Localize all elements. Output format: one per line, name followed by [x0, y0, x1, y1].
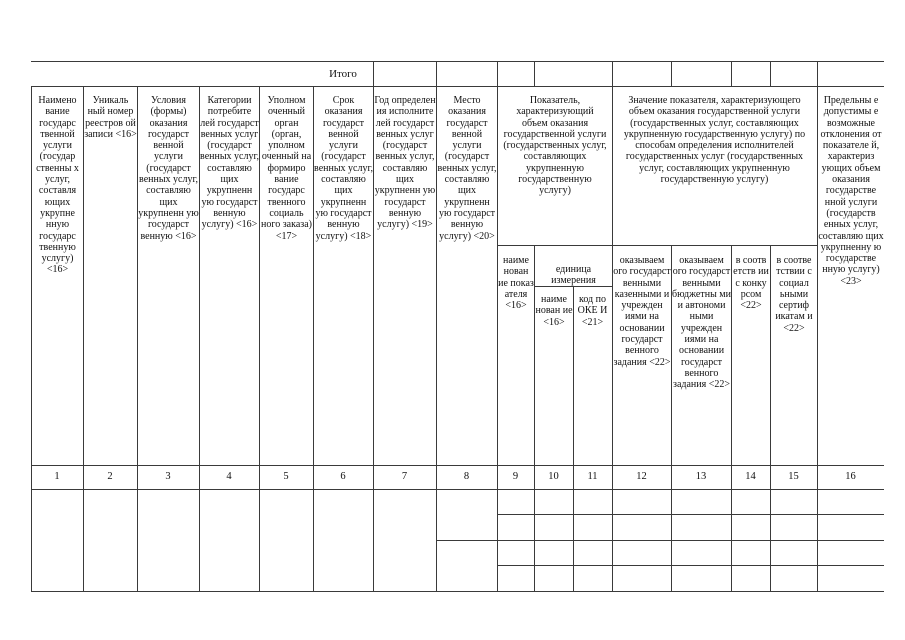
- column-number: 13: [695, 471, 707, 482]
- col-border: [770, 61, 771, 86]
- table-bottom-border: [31, 591, 884, 592]
- subheader-line-9-11: [497, 245, 612, 246]
- header-col-2: Уникаль ный номер реестров ой записи <16>: [84, 95, 137, 140]
- column-number: 5: [283, 471, 289, 482]
- header-unit-group: единица измерения: [551, 264, 596, 287]
- column-number: 2: [107, 471, 113, 482]
- column-number: 11: [587, 471, 598, 482]
- header-col-16: Предельны е допустимы е возможные отклонения от показателе й, характериз ующих объем оказания государстве нной услуги (государств енных услуг, составляю щих укрупненну ю государстве нную услугу) <23>: [818, 95, 884, 287]
- header-col-13: оказываем ого государст венными бюджетны ми и автономи ными учрежден иями на основании государст венного задания <22>: [672, 255, 731, 391]
- column-number: 10: [548, 471, 559, 482]
- column-number: 6: [340, 471, 346, 482]
- column-number: 9: [512, 471, 519, 482]
- column-number: 7: [401, 471, 408, 482]
- header-col-5: Уполном оченный орган (орган, уполном оченный на формиро вание государс твенного социаль ного заказа) <17>: [261, 95, 312, 242]
- header-group-12-15: Значение показателя, характеризующего объем оказания государственной услуги (государственных услуг, составляющих укрупненную государственную услугу) по способам определения исполнителей государственных услуг (государственных услуг, составляющих укрупненную государственную услугу): [623, 95, 806, 186]
- data-row-line-1: [497, 514, 884, 515]
- table-top-border: [31, 61, 884, 62]
- column-number: 16: [845, 471, 856, 482]
- data-row-line-3: [497, 565, 884, 566]
- header-col-10: наиме нован ие <16>: [535, 294, 573, 328]
- column-number: 1: [54, 471, 60, 482]
- number-row-bottom-border: [31, 489, 884, 490]
- col-border: [83, 86, 84, 591]
- col-border: [731, 61, 732, 86]
- col-border: [573, 286, 574, 591]
- header-col-3: Условия (формы) оказания государст венной услуги (государст венных услуг, составляю щих укрупненн ую государст венную <16>: [138, 95, 199, 242]
- total-row-bottom-border: [31, 86, 884, 87]
- column-number: 3: [165, 471, 171, 482]
- header-col-15: в соотве тствии с социал ьными сертиф икатам и <22>: [775, 255, 813, 334]
- header-col-14: в соотв етств ии с конку рсом <22>: [733, 255, 769, 312]
- header-bottom-border: [31, 465, 884, 466]
- column-number: 4: [226, 471, 232, 482]
- col-border: [612, 61, 613, 86]
- total-label: Итого: [329, 68, 357, 80]
- header-col-1: Наимено вание государс твенной услуги (государ ственны х услуг, составля ющих укрупне нную государс твенную услугу) <16>: [36, 95, 79, 276]
- col-border: [671, 61, 672, 86]
- column-number: 15: [788, 471, 799, 482]
- header-col-4: Категории потребите лей государст венных услуг (государст венных услуг, составляю щих укрупненн ую государст венную услугу) <16>: [200, 95, 259, 231]
- header-col-8: Место оказания государст венной услуги (государст венных услуг, составляю щих укрупненн ую государст венную услугу) <20>: [437, 95, 497, 242]
- column-number: 8: [463, 471, 470, 482]
- header-group-9-11: Показатель, характеризующий объем оказания государственной услуги (государственных услуг, составляющих укрупненную государственную услугу): [503, 95, 607, 197]
- header-col-12: оказываем ого государст венными казенными и учрежден иями на основании государст венного задания <22>: [613, 255, 671, 368]
- col-border: [534, 61, 535, 86]
- header-col-6: Срок оказания государст венной услуги (государст венных услуг, составляю щих укрупненн ую государст венную услугу) <18>: [314, 95, 373, 242]
- subheader-line-12-15: [612, 245, 817, 246]
- column-number: 12: [636, 471, 647, 482]
- header-col-11: код по ОКЕ И <21>: [577, 294, 608, 328]
- header-col-9: наиме нован ие показ ателя <16>: [498, 255, 534, 312]
- header-col-7: Год определен ия исполните лей государст венных услуг (государст венных услуг, составляю щих укрупненн ую государст венную услугу) <19>: [374, 95, 436, 231]
- col-border: [497, 61, 498, 591]
- column-number: 14: [745, 471, 756, 482]
